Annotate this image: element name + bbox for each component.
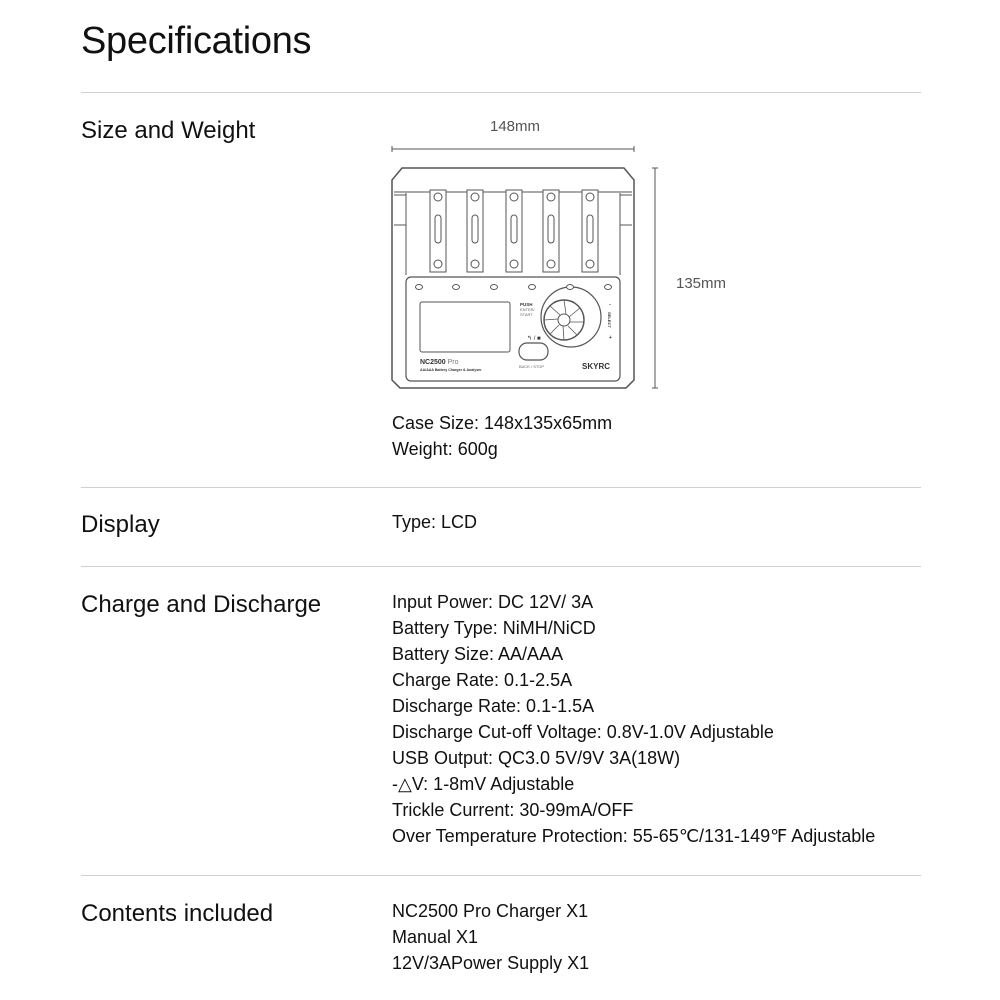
svg-text:START: START (520, 312, 533, 317)
battery-slot (506, 190, 522, 272)
spec-line: Case Size: 148x135x65mm (392, 413, 613, 433)
width-dimension: 148mm (490, 118, 541, 135)
spec-line: Battery Type: NiMH/NiCD (392, 618, 596, 638)
divider (81, 92, 921, 93)
contents-values (392, 898, 589, 976)
svg-text:NC2500 Pro: NC2500 Pro (420, 359, 459, 366)
divider (81, 566, 921, 567)
spec-line: Charge Rate: 0.1-2.5A (392, 670, 573, 690)
battery-slots (416, 190, 612, 290)
section-label-contents: Contents included (81, 900, 274, 927)
charge-values (392, 589, 875, 849)
spec-line: Over Temperature Protection: 55-65℃/131-149℉ Adjustable (392, 826, 876, 846)
spec-line: Discharge Rate: 0.1-1.5A (392, 696, 595, 716)
svg-text:SELECT: SELECT (607, 312, 612, 328)
charger-illustration (380, 140, 670, 400)
battery-slot (543, 190, 559, 272)
svg-text:SKYRC: SKYRC (582, 362, 611, 371)
divider (81, 875, 921, 876)
section-label-display: Display (81, 511, 160, 538)
spec-line: Battery Size: AA/AAA (392, 644, 564, 664)
size-weight-values (392, 410, 612, 462)
svg-text:PUSH: PUSH (520, 302, 533, 307)
section-label-charge: Charge and Discharge (81, 591, 322, 618)
svg-text:−: − (609, 302, 612, 307)
spec-line: Type: LCD (392, 512, 478, 532)
spec-line: Manual X1 (392, 927, 479, 947)
height-dimension: 135mm (676, 275, 727, 292)
spec-line: Discharge Cut-off Voltage: 0.8V-1.0V Adjustable (392, 722, 774, 742)
spec-line: USB Output: QC3.0 5V/9V 3A(18W) (392, 748, 681, 768)
section-label-size-weight: Size and Weight (81, 117, 256, 144)
spec-line: Weight: 600g (392, 439, 498, 459)
divider (81, 487, 921, 488)
spec-line: NC2500 Pro Charger X1 (392, 901, 589, 921)
svg-text:↰ / ■: ↰ / ■ (527, 336, 541, 342)
svg-text:ENTER/: ENTER/ (520, 307, 535, 312)
svg-text:AA/AAA Battery Charger & Analy: AA/AAA Battery Charger & Analyser (420, 368, 482, 372)
spec-line: Input Power: DC 12V/ 3A (392, 592, 594, 612)
spec-line: -△V: 1-8mV Adjustable (392, 774, 575, 794)
battery-slot (430, 190, 446, 272)
page-title: Specifications (81, 20, 312, 62)
spec-line: Trickle Current: 30-99mA/OFF (392, 800, 634, 820)
battery-slot (582, 190, 598, 272)
svg-text:+: + (609, 335, 612, 341)
display-values (392, 509, 477, 535)
battery-slot (467, 190, 483, 272)
svg-text:BACK / STOP: BACK / STOP (519, 364, 545, 369)
spec-line: 12V/3APower Supply X1 (392, 953, 590, 973)
